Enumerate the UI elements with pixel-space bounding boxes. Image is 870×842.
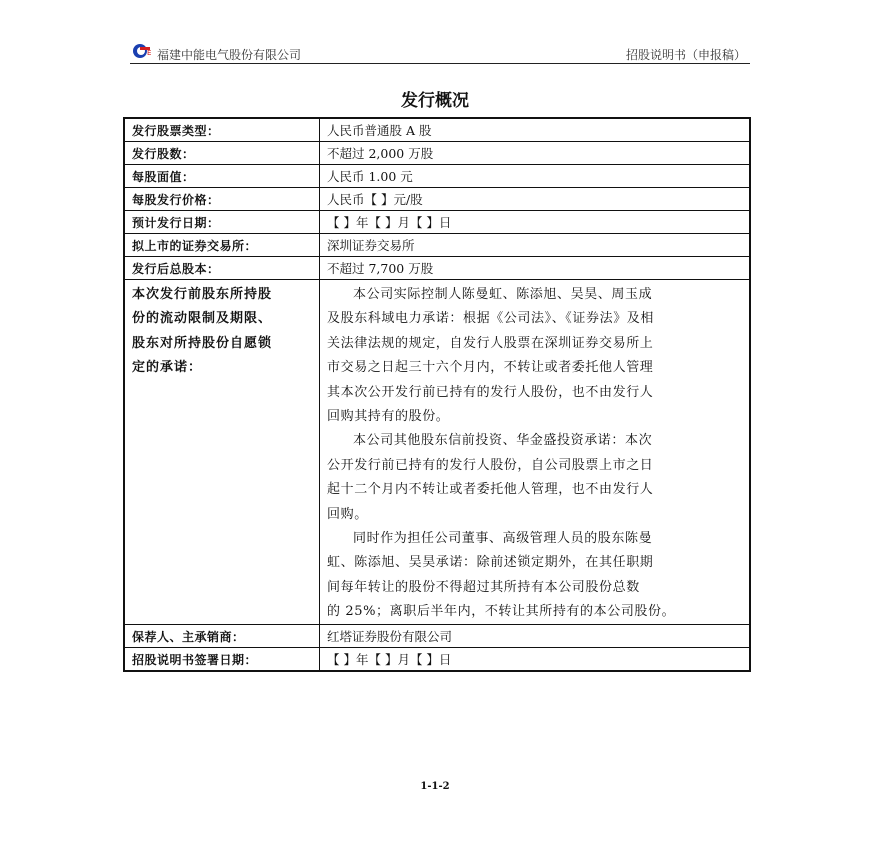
- text-line: 的 25%；离职后半年内，不转让其所持有的本公司股份。: [327, 604, 676, 620]
- page-header: [130, 40, 750, 64]
- text-line: 起十二个月内不转让或者委托他人管理，也不由发行人: [327, 482, 654, 498]
- row-label: 每股面值：: [124, 165, 320, 188]
- row-value: 不超过 2,000 万股: [320, 142, 751, 165]
- page-number: 1-1-2: [420, 781, 450, 792]
- company-logo-icon: [132, 43, 154, 59]
- text-line: 其本次公开发行前已持有的发行人股份，也不由发行人: [327, 384, 654, 400]
- row-value: 深圳证券交易所: [320, 234, 751, 257]
- row-value: 人民币【 】元/股: [320, 188, 751, 211]
- text-line: 回购。: [327, 506, 368, 522]
- row-value: 【 】年【 】月【 】日: [320, 648, 751, 672]
- table-row: [124, 211, 750, 234]
- row-label: 拟上市的证券交易所：: [124, 234, 320, 257]
- text-line: 虹、陈添旭、吴昊承诺：除前述锁定期外，在其任职期: [327, 555, 654, 571]
- table-row: [124, 625, 750, 648]
- page-title: 发行概况: [401, 91, 469, 111]
- row-value: 人民币 1.00 元: [320, 165, 751, 188]
- table-row: [124, 142, 750, 165]
- label-line: 定的承诺：: [132, 360, 203, 376]
- company-name: 福建中能电气股份有限公司: [157, 48, 302, 62]
- text-line: 本公司实际控制人陈曼虹、陈添旭、吴昊、周玉成: [353, 287, 653, 302]
- row-label: 预计发行日期：: [124, 211, 320, 234]
- text-line: 公开发行前已持有的发行人股份，自公司股票上市之日: [327, 457, 654, 473]
- table-row: [124, 257, 750, 280]
- row-label: 保荐人、主承销商：: [124, 625, 320, 648]
- row-label: 发行后总股本：: [124, 257, 320, 280]
- offering-overview-table: [123, 117, 751, 672]
- text-line: 本公司其他股东信前投资、华金盛投资承诺：本次: [353, 433, 653, 449]
- text-line: 及股东科域电力承诺：根据《公司法》、《证券法》及相: [327, 311, 655, 327]
- label-line: 份的流动限制及期限、: [132, 311, 273, 327]
- table-row: [124, 234, 750, 257]
- label-line: 本次发行前股东所持股: [132, 287, 273, 302]
- label-line: 股东对所持股份自愿锁: [132, 335, 273, 351]
- row-value: 【 】年【 】月【 】日: [320, 211, 751, 234]
- row-label: 发行股数：: [124, 142, 320, 165]
- row-value: 红塔证券股份有限公司: [320, 625, 751, 648]
- row-label: [124, 280, 320, 625]
- row-value: [320, 280, 751, 625]
- row-label: 发行股票类型：: [124, 118, 320, 142]
- table-row-lockup: [124, 280, 750, 625]
- table-row: [124, 165, 750, 188]
- svg-text:E: E: [147, 49, 152, 57]
- text-line: 回购其持有的股份。: [327, 408, 450, 424]
- row-label: 每股发行价格：: [124, 188, 320, 211]
- text-line: 市交易之日起三十六个月内，不转让或者委托他人管理: [327, 360, 654, 376]
- table-row: [124, 648, 750, 672]
- row-label: 招股说明书签署日期：: [124, 648, 320, 672]
- text-line: 同时作为担任公司董事、高级管理人员的股东陈曼: [353, 530, 653, 546]
- table-row: [124, 118, 750, 142]
- row-value: 不超过 7,700 万股: [320, 257, 751, 280]
- row-value: 人民币普通股 A 股: [320, 118, 751, 142]
- table-row: [124, 188, 750, 211]
- text-line: 关法律法规的规定，自发行人股票在深圳证券交易所上: [327, 335, 654, 351]
- document-type: 招股说明书（申报稿）: [625, 48, 746, 62]
- text-line: 间每年转让的股份不得超过其所持有本公司股份总数: [327, 579, 640, 595]
